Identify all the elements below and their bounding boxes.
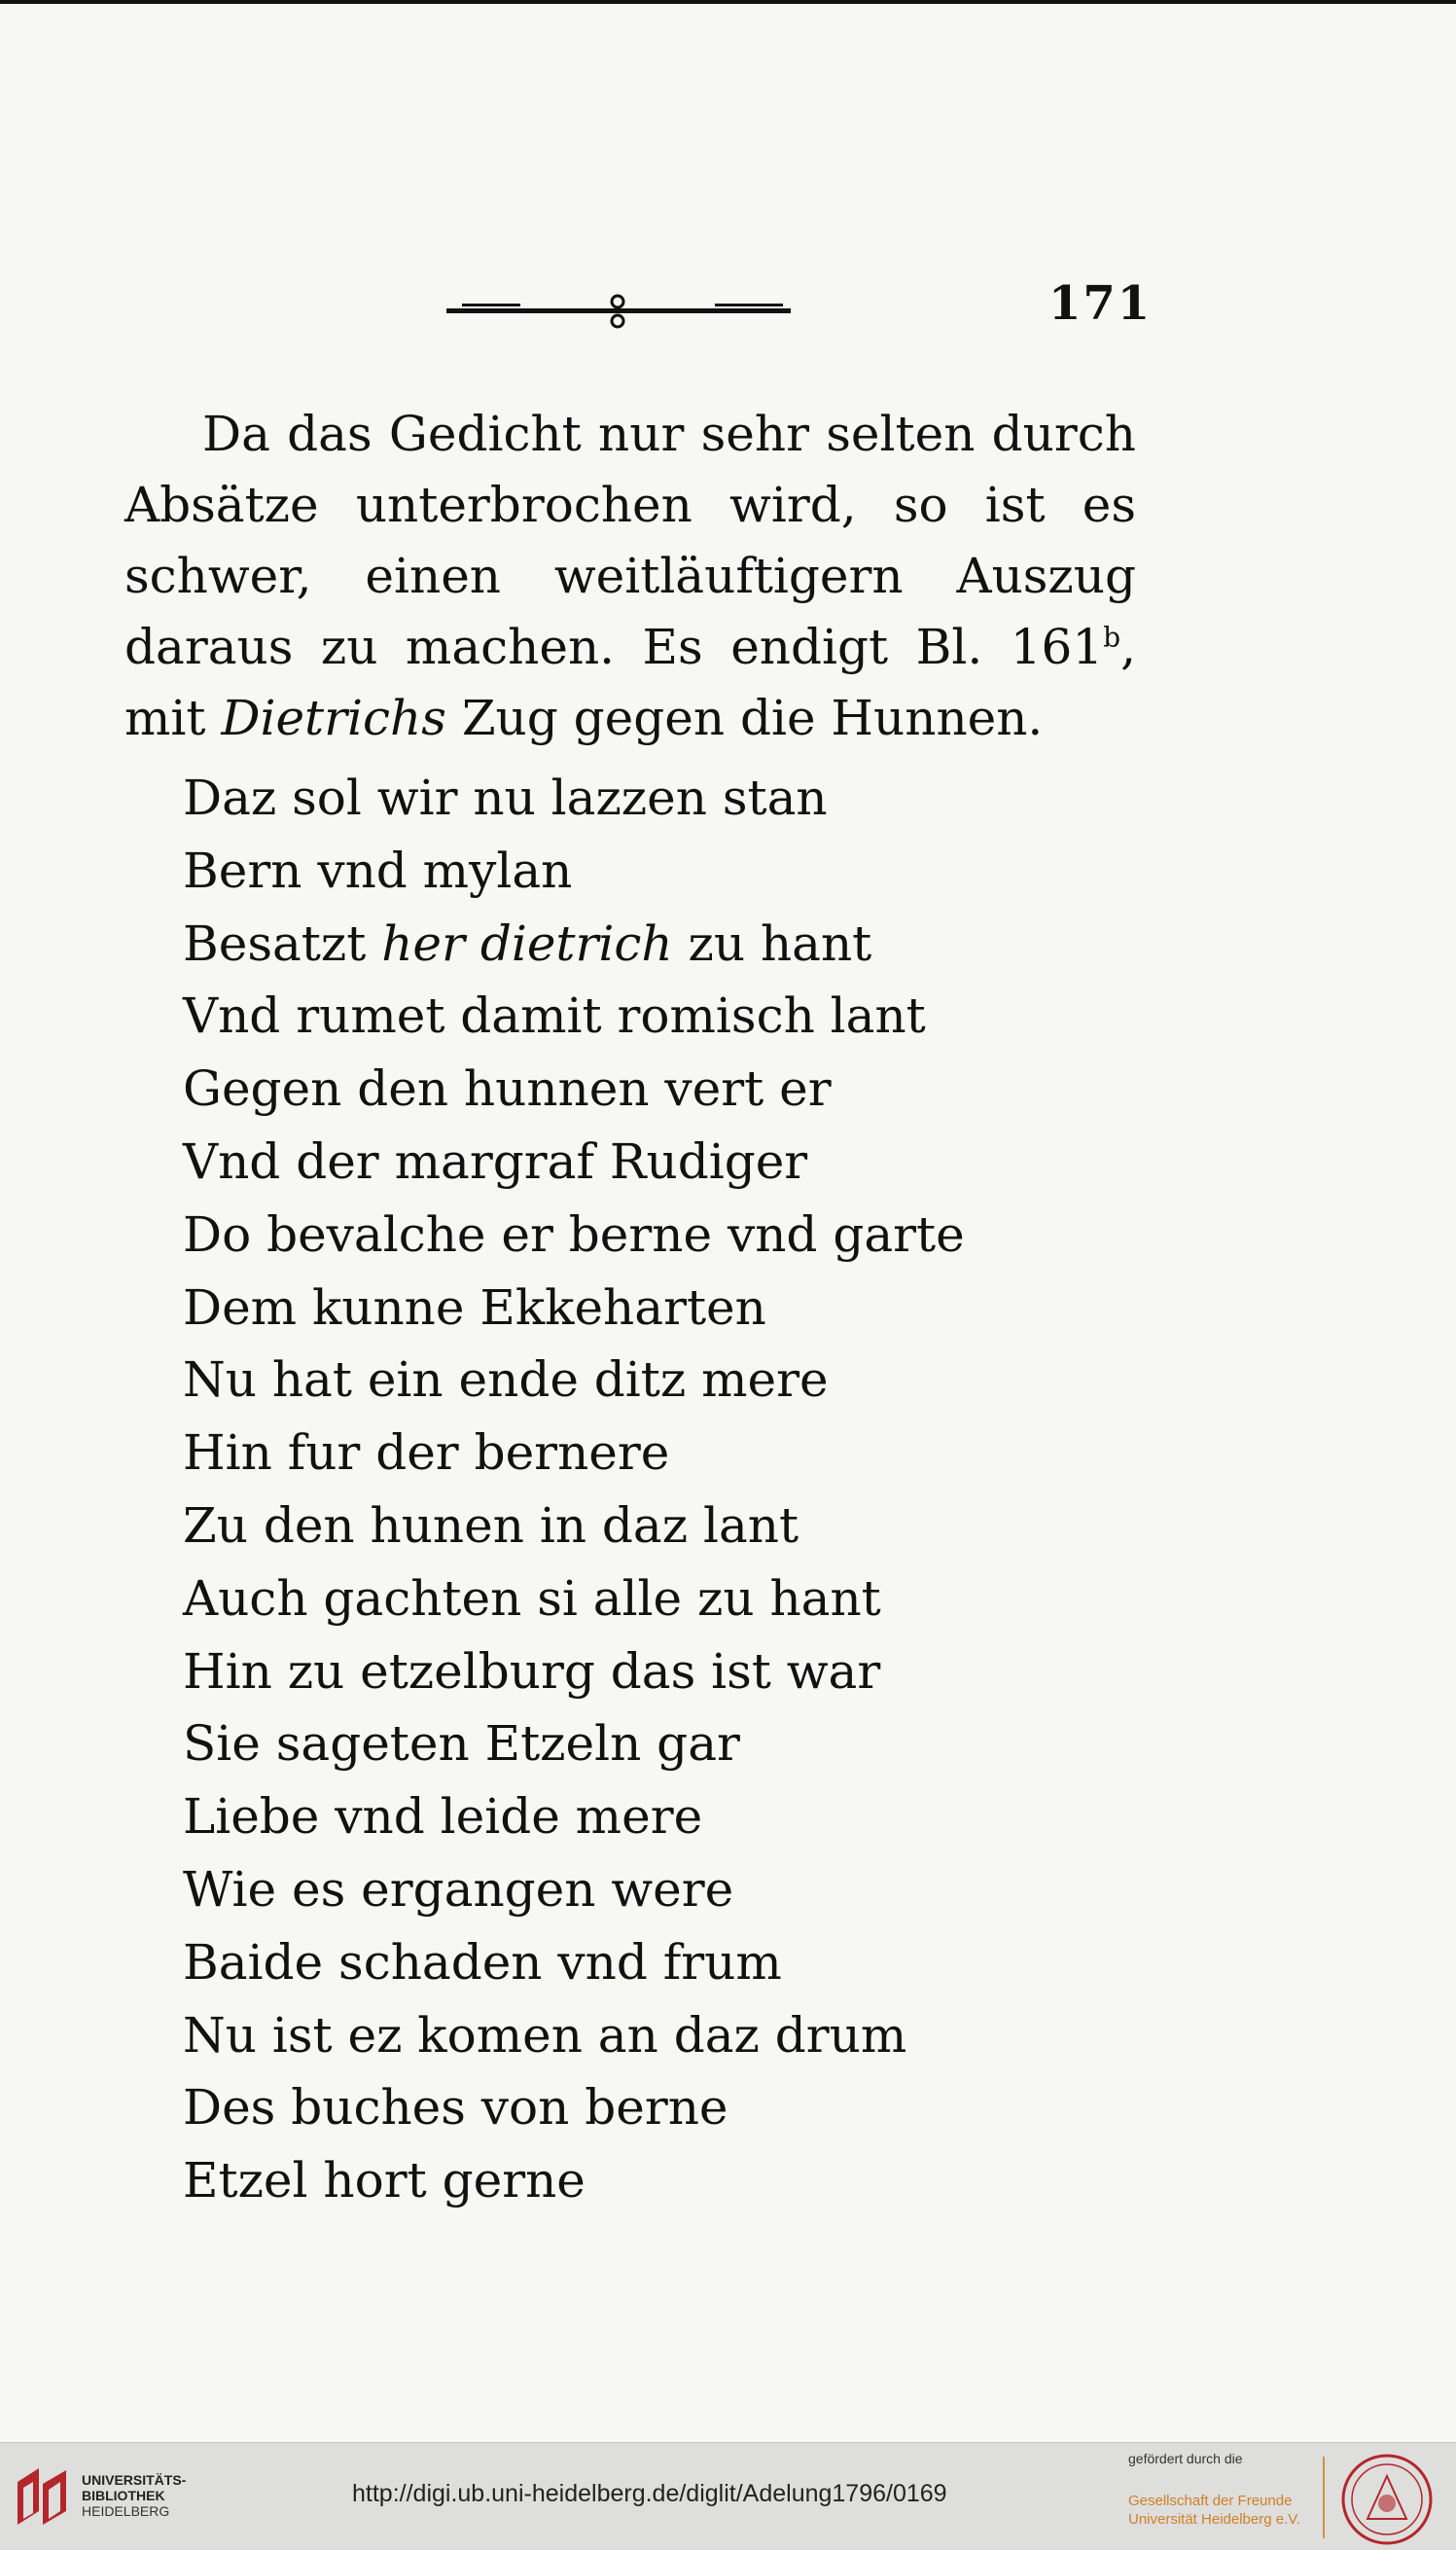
verse-line: Etzel hort gerne bbox=[183, 2152, 586, 2209]
verse-line: Sie sageten Etzeln gar bbox=[183, 1715, 740, 1773]
verse-line: Wie es ergangen were bbox=[183, 1860, 734, 1918]
intro-superscript: b bbox=[1103, 621, 1121, 654]
verse-line: Vnd rumet damit romisch lant bbox=[183, 988, 926, 1045]
verse-line: Dem kunne Ekkeharten bbox=[183, 1278, 766, 1336]
page-header bbox=[0, 274, 1456, 333]
library-name: UNIVERSITÄTS- BIBLIOTHEK HEIDELBERG bbox=[82, 2472, 187, 2519]
verse-line: Hin zu etzelburg das ist war bbox=[183, 1642, 881, 1700]
source-url[interactable]: http://digi.ub.uni-heidelberg.de/diglit/Adelung1796/0169 bbox=[352, 2480, 947, 2507]
verse-line: Do bevalche er berne vnd garte bbox=[183, 1205, 965, 1263]
page-top-border bbox=[0, 0, 1456, 4]
intro-text-end: Zug gegen die Hunnen. bbox=[445, 690, 1044, 746]
verse-line: Gegen den hunnen vert er bbox=[183, 1060, 832, 1118]
intro-italic-name: Dietrichs bbox=[221, 690, 446, 746]
funded-by-label: gefördert durch die bbox=[1128, 2451, 1243, 2466]
library-logo-icon bbox=[14, 2462, 70, 2529]
verse-line: Des buches von berne bbox=[183, 2079, 728, 2137]
intro-paragraph bbox=[124, 399, 1136, 754]
verse-line: Daz sol wir nu lazzen stan bbox=[183, 770, 828, 826]
verse-line: Liebe vnd leide mere bbox=[183, 1788, 703, 1846]
page-number: 171 bbox=[1048, 276, 1153, 331]
digitization-footer bbox=[0, 2442, 1456, 2550]
verse-block bbox=[183, 762, 965, 2217]
intro-text-start: Da das Gedicht nur sehr selten durch Absätze unterbrochen wird, so ist es schwer, einen weitläuftigern Auszug daraus zu machen. Es endigt Bl. 161 bbox=[124, 406, 1136, 675]
intro-text-middle: , mit bbox=[124, 619, 1136, 746]
verse-line: Baide schaden vnd frum bbox=[183, 1933, 782, 1991]
ornament-rule-icon bbox=[443, 292, 795, 331]
verse-line: Auch gachten si alle zu hant bbox=[183, 1569, 881, 1627]
society-name: Gesellschaft der Freunde Universität Heidelberg e.V. bbox=[1128, 2493, 1301, 2528]
verse-line: Vnd der margraf Rudiger bbox=[183, 1132, 808, 1190]
verse-line: Zu den hunen in daz lant bbox=[183, 1496, 799, 1554]
university-seal-icon bbox=[1340, 2453, 1434, 2546]
verse-line: Nu hat ein ende ditz mere bbox=[183, 1351, 829, 1409]
verse-line: Besatzt her dietrich zu hant bbox=[183, 915, 872, 972]
verse-line: Bern vnd mylan bbox=[183, 842, 573, 899]
verse-line: Nu ist ez komen an daz drum bbox=[183, 2006, 907, 2064]
verse-line: Hin fur der bernere bbox=[183, 1424, 670, 1482]
footer-divider bbox=[1323, 2457, 1325, 2538]
